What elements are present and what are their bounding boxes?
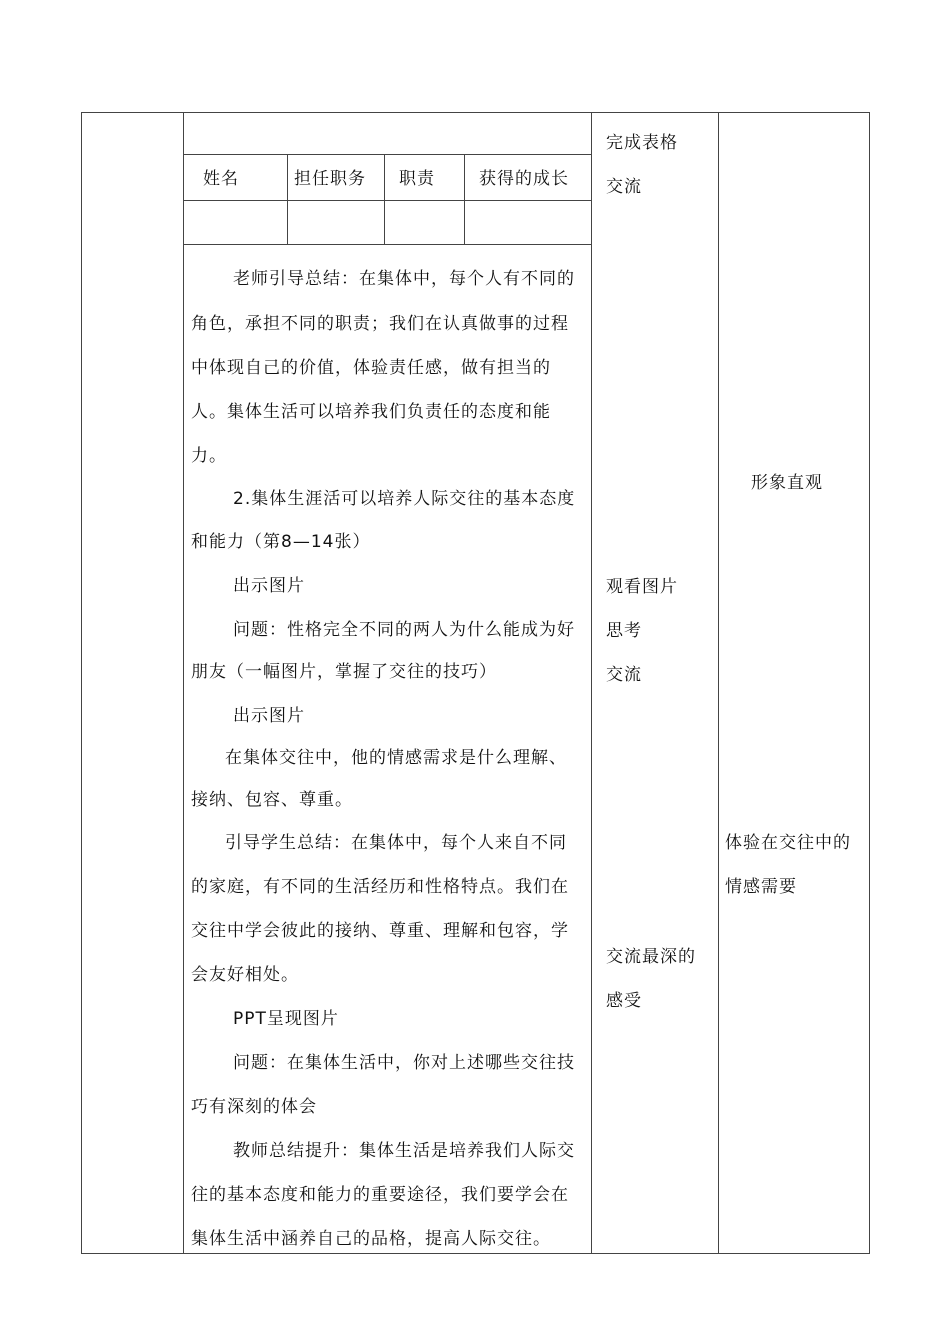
student-line: 交流	[606, 665, 642, 685]
header-growth: 获得的成长	[479, 169, 569, 189]
inner-table-bottom	[183, 244, 591, 245]
teacher-line: 和能力（第8—14张）	[191, 532, 371, 552]
header-position: 担任职务	[294, 169, 366, 189]
teacher-line: 集体生活中涵养自己的品格，提高人际交往。	[191, 1229, 551, 1249]
table-bottom-border	[81, 1253, 870, 1254]
teacher-line: 教师总结提升：集体生活是培养我们人际交	[233, 1141, 575, 1161]
inner-table-top	[183, 154, 591, 155]
table-left-border	[81, 112, 82, 1254]
table-right-border	[869, 112, 870, 1254]
teacher-line: 的家庭，有不同的生活经历和性格特点。我们在	[191, 877, 569, 897]
column-divider-3	[718, 112, 719, 1254]
teacher-line: 朋友（一幅图片，掌握了交往的技巧）	[191, 662, 497, 682]
teacher-line: 接纳、包容、尊重。	[191, 790, 353, 810]
teacher-line: 2.集体生涯活可以培养人际交往的基本态度	[233, 489, 576, 509]
table-top-border	[81, 112, 870, 113]
inner-divider-1	[287, 154, 288, 245]
teacher-line: 在集体交往中，他的情感需求是什么理解、	[225, 748, 567, 768]
student-line: 完成表格	[606, 133, 678, 153]
teacher-line: 力。	[191, 446, 227, 466]
inner-table-header-bottom	[183, 200, 591, 201]
student-line: 观看图片	[606, 577, 678, 597]
intent-line: 体验在交往中的	[725, 833, 851, 853]
teacher-line: 老师引导总结：在集体中，每个人有不同的	[233, 269, 575, 289]
intent-line: 情感需要	[725, 877, 797, 897]
teacher-line: 巧有深刻的体会	[191, 1097, 317, 1117]
teacher-line: 问题：在集体生活中，你对上述哪些交往技	[233, 1053, 575, 1073]
teacher-line: 中体现自己的价值，体验责任感，做有担当的	[191, 358, 551, 378]
column-divider-2	[591, 112, 592, 1254]
header-duty: 职责	[399, 169, 435, 189]
teacher-line: 人。集体生活可以培养我们负责任的态度和能	[191, 402, 551, 422]
student-line: 交流最深的	[606, 947, 696, 967]
teacher-line: 引导学生总结：在集体中，每个人来自不同	[225, 833, 567, 853]
student-line: 交流	[606, 177, 642, 197]
intent-line: 形象直观	[751, 473, 823, 493]
inner-divider-3	[464, 154, 465, 245]
teacher-line: 交往中学会彼此的接纳、尊重、理解和包容，学	[191, 921, 569, 941]
inner-divider-2	[384, 154, 385, 245]
column-divider-1	[183, 112, 184, 1254]
teacher-line: 出示图片	[233, 576, 305, 596]
teacher-line: 出示图片	[233, 706, 305, 726]
student-line: 感受	[606, 991, 642, 1011]
teacher-line: 往的基本态度和能力的重要途径，我们要学会在	[191, 1185, 569, 1205]
teacher-line: PPT呈现图片	[233, 1009, 339, 1029]
teacher-line: 会友好相处。	[191, 965, 299, 985]
header-name: 姓名	[203, 169, 239, 189]
teacher-line: 问题：性格完全不同的两人为什么能成为好	[233, 620, 575, 640]
teacher-line: 角色，承担不同的职责；我们在认真做事的过程	[191, 314, 569, 334]
student-line: 思考	[606, 621, 642, 641]
